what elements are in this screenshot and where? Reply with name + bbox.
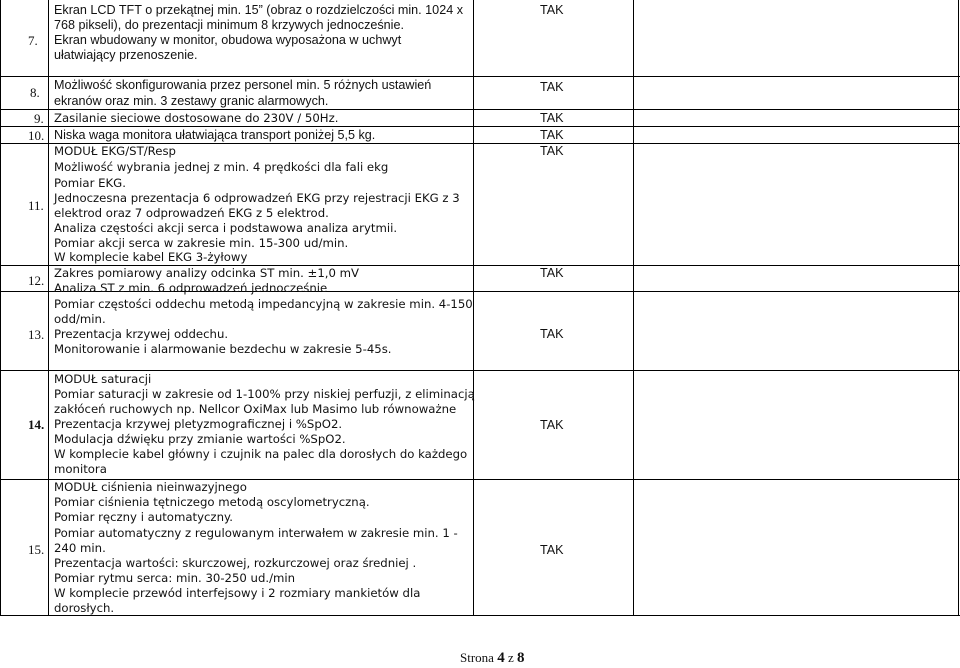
row-description-line: Modulacja dźwięku przy zmianie wartości %SpO2. <box>54 432 346 446</box>
row-number: 10. <box>28 128 45 143</box>
table-border-right <box>958 0 959 615</box>
compliance-answer: TAK <box>540 266 564 280</box>
row-description-line: MODUŁ ciśnienia nieinwazyjnego <box>54 480 247 494</box>
row-description-line: Pomiar częstości oddechu metodą impedancyjną w zakresie min. 4-150 <box>54 297 473 311</box>
row-description-line: MODUŁ EKG/ST/Resp <box>54 144 176 158</box>
row-description-line: zakłóceń ruchowych np. Nellcor OxiMax lub Masimo lub równoważne <box>54 402 457 416</box>
row-divider <box>0 109 960 110</box>
row-description-line: Prezentacja krzywej oddechu. <box>54 327 229 341</box>
compliance-answer: TAK <box>540 327 564 341</box>
compliance-answer: TAK <box>540 543 564 557</box>
row-number: 15. <box>28 542 45 557</box>
row-description-line: W komplecie kabel główny i czujnik na palec dla dorosłych do każdego <box>54 447 468 461</box>
page-separator: z <box>507 650 514 665</box>
row-description-line: Pomiar rytmu serca: min. 30-250 ud./min <box>54 571 296 585</box>
row-divider <box>0 76 960 77</box>
compliance-answer: TAK <box>540 418 564 432</box>
row-description-line: Pomiar saturacji w zakresie od 1-100% przy niskiej perfuzji, z eliminacją <box>54 387 475 401</box>
column-divider-right <box>633 0 634 615</box>
row-description-line: W komplecie przewód interfejsowy i 2 rozmiary mankietów dla <box>54 586 421 600</box>
column-divider-number <box>48 0 49 615</box>
row-description-line: Ekran wbudowany w monitor, obudowa wyposażona w uchwyt <box>54 33 402 47</box>
row-number: 11. <box>28 198 44 213</box>
page-footer <box>460 650 524 667</box>
compliance-answer: TAK <box>540 144 564 158</box>
row-description-line: Pomiar ciśnienia tętniczego metodą oscylometryczną. <box>54 495 370 509</box>
column-divider-answer <box>473 0 474 615</box>
page-label: Strona <box>460 650 494 665</box>
table-border-left <box>0 0 1 615</box>
table-bottom-border <box>0 615 960 616</box>
row-number: 9. <box>34 111 44 126</box>
row-description-line: Zasilanie sieciowe dostosowane do 230V / 50Hz. <box>54 111 339 125</box>
row-number: 13. <box>28 327 45 342</box>
row-description-line: W komplecie kabel EKG 3-żyłowy <box>54 250 248 264</box>
row-description-line: elektrod oraz 7 odprowadzeń EKG z 5 elektrod. <box>54 206 329 220</box>
row-description-line: Pomiar automatyczny z regulowanym interwałem w zakresie min. 1 - <box>54 526 458 540</box>
row-description-line: Możliwość skonfigurowania przez personel min. 5 różnych ustawień <box>54 78 432 92</box>
row-description-line: Możliwość wybrania jednej z min. 4 prędkości dla fali ekg <box>54 160 389 174</box>
row-description-line: 240 min. <box>54 541 106 555</box>
row-description-line: Jednoczesna prezentacja 6 odprowadzeń EKG przy rejestracji EKG z 3 <box>54 191 460 205</box>
compliance-answer: TAK <box>540 111 564 125</box>
row-number: 8. <box>30 85 40 100</box>
row-number: 7. <box>28 33 38 48</box>
row-description-line: Prezentacja wartości: skurczowej, rozkurczowej oraz średniej . <box>54 556 417 570</box>
row-description-line: Pomiar EKG. <box>54 176 126 190</box>
row-description-line: monitora <box>54 462 107 476</box>
compliance-answer: TAK <box>540 128 564 142</box>
row-description-line: Pomiar akcji serca w zakresie min. 15-300 ud/min. <box>54 236 349 250</box>
row-number: 14. <box>28 417 45 432</box>
row-description-line: Monitorowanie i alarmowanie bezdechu w zakresie 5-45s. <box>54 342 392 356</box>
row-description-line: Analiza częstości akcji serca i podstawowa analiza arytmii. <box>54 221 398 235</box>
row-description-line: Pomiar ręczny i automatyczny. <box>54 510 233 524</box>
row-description-line: Analiza ST z min. 6 odprowadzeń jednocześnie <box>54 281 328 295</box>
row-description-line: ekranów oraz min. 3 zestawy granic alarmowych. <box>54 94 329 108</box>
row-description-line: odd/min. <box>54 312 106 326</box>
row-description-line: Prezentacja krzywej pletyzmograficznej i %SpO2. <box>54 417 343 431</box>
row-description-line: Ekran LCD TFT o przekątnej min. 15” (obraz o rozdzielczości min. 1024 x <box>54 3 463 17</box>
row-description-line: MODUŁ saturacji <box>54 372 152 386</box>
current-page-number: 4 <box>497 650 505 666</box>
row-number: 12. <box>28 273 45 288</box>
row-description-line: Zakres pomiarowy analizy odcinka ST min. ±1,0 mV <box>54 266 360 280</box>
total-pages-number: 8 <box>516 650 525 666</box>
row-divider <box>0 370 960 371</box>
compliance-answer: TAK <box>540 80 564 94</box>
row-description-line: 768 pikseli), do prezentacji minimum 8 krzywych jednocześnie. <box>54 18 404 32</box>
row-divider <box>0 126 960 127</box>
compliance-answer: TAK <box>540 3 564 17</box>
row-description-line: Niska waga monitora ułatwiająca transport poniżej 5,5 kg. <box>54 128 376 142</box>
row-description-line: ułatwiający przenoszenie. <box>54 48 198 62</box>
row-description-line: dorosłych. <box>54 601 115 615</box>
